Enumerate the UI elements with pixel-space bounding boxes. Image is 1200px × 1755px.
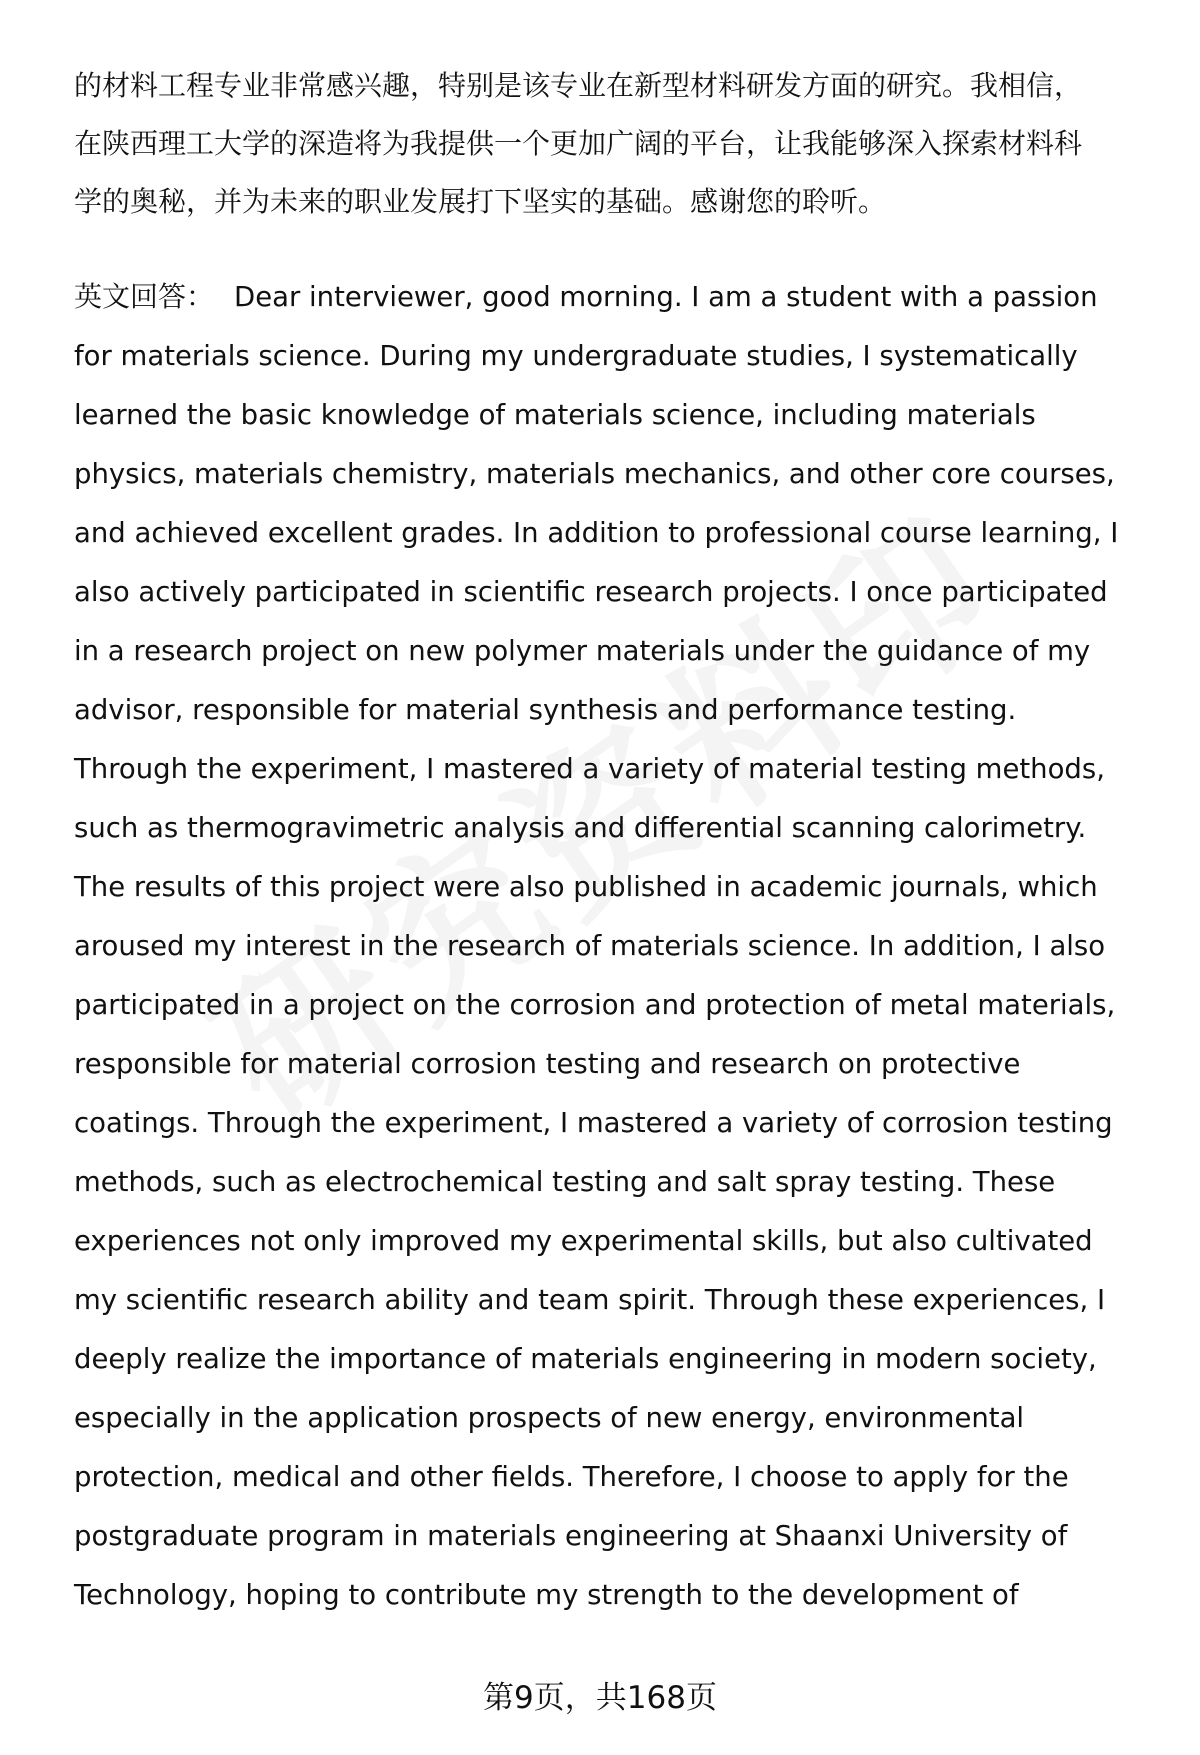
english-line-8: advisor, responsible for material synthesis and performance testing.	[74, 694, 1017, 726]
english-line-4: physics, materials chemistry, materials mechanics, and other core courses,	[74, 458, 1115, 490]
english-line-12: aroused my interest in the research of materials science. In addition, I also	[74, 930, 1106, 962]
english-line-18: my scientific research ability and team spirit. Through these experiences, I	[74, 1284, 1106, 1316]
page-number-indicator: 第9页，共168页	[483, 1680, 717, 1716]
english-line-20: especially in the application prospects of new energy, environmental	[74, 1402, 1025, 1434]
english-answer-first-line	[74, 279, 1098, 315]
english-line-21: protection, medical and other fields. Therefore, I choose to apply for the	[74, 1461, 1069, 1493]
english-line-17: experiences not only improved my experimental skills, but also cultivated	[74, 1225, 1093, 1257]
english-line-9: Through the experiment, I mastered a variety of material testing methods,	[74, 753, 1105, 785]
english-line-3: learned the basic knowledge of materials science, including materials	[74, 399, 1036, 431]
english-line-14: responsible for material corrosion testing and research on protective	[74, 1048, 1021, 1080]
english-line-19: deeply realize the importance of materials engineering in modern society,	[74, 1343, 1097, 1375]
english-line-6: also actively participated in scientific research projects. I once participated	[74, 576, 1108, 608]
english-line-13: participated in a project on the corrosion and protection of metal materials,	[74, 989, 1116, 1021]
chinese-line-3: 学的奥秘，并为未来的职业发展打下坚实的基础。感谢您的聆听。	[74, 185, 887, 218]
english-line-7: in a research project on new polymer materials under the guidance of my	[74, 635, 1091, 667]
english-line-11: The results of this project were also published in academic journals, which	[74, 871, 1098, 903]
chinese-line-2: 在陕西理工大学的深造将为我提供一个更加广阔的平台，让我能够深入探索材料科	[74, 127, 1083, 160]
english-line-16: methods, such as electrochemical testing and salt spray testing. These	[74, 1166, 1056, 1198]
english-answer-label: 英文回答：	[74, 280, 215, 313]
page-footer	[0, 1678, 1200, 1718]
chinese-line-1: 的材料工程专业非常感兴趣，特别是该专业在新型材料研发方面的研究。我相信，	[74, 69, 1083, 102]
english-line-23: Technology, hoping to contribute my strength to the development of	[74, 1579, 1019, 1611]
english-line-1: Dear interviewer, good morning. I am a student with a passion	[234, 281, 1098, 313]
english-line-10: such as thermogravimetric analysis and differential scanning calorimetry.	[74, 812, 1087, 844]
english-line-15: coatings. Through the experiment, I mastered a variety of corrosion testing	[74, 1107, 1113, 1139]
english-line-5: and achieved excellent grades. In addition to professional course learning, I	[74, 517, 1119, 549]
english-line-22: postgraduate program in materials engineering at Shaanxi University of	[74, 1520, 1068, 1552]
english-line-2: for materials science. During my undergraduate studies, I systematically	[74, 340, 1078, 372]
